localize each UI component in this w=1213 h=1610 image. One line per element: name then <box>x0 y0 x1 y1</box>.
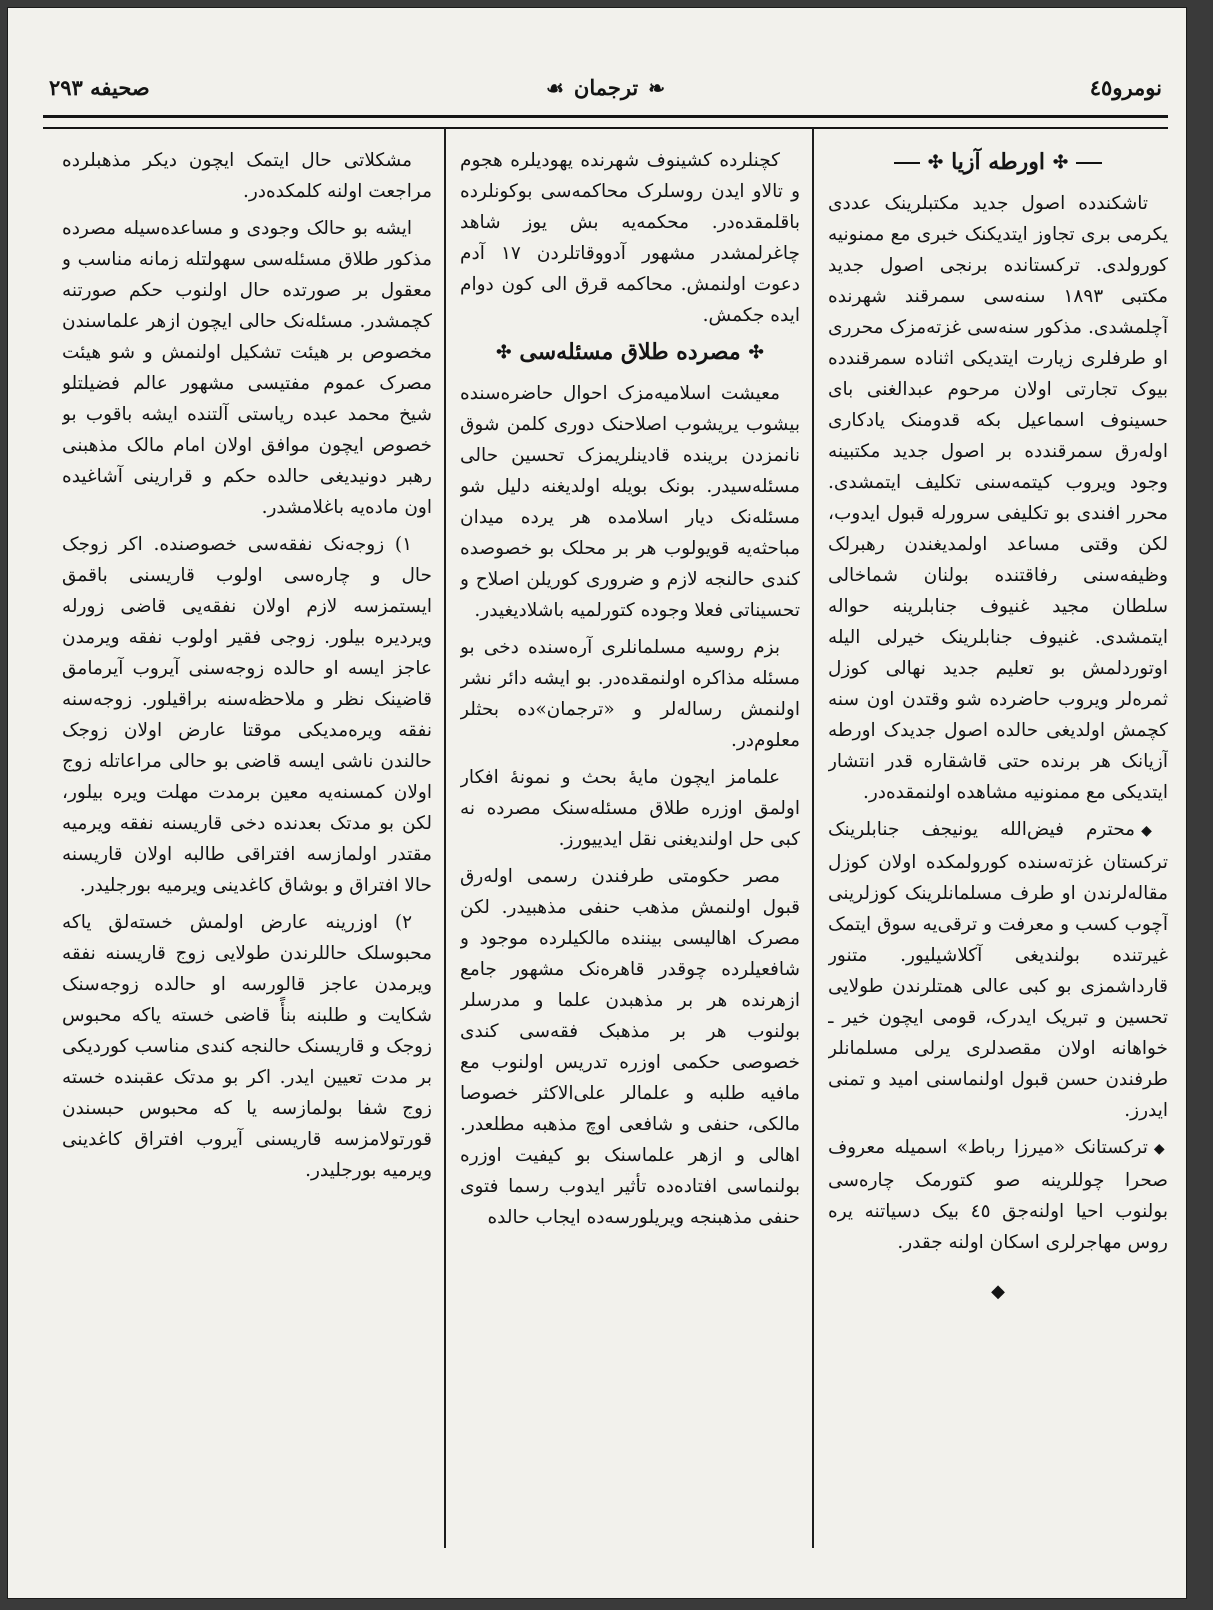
column-divider <box>444 128 446 1548</box>
article-paragraph: بزم روسیه مسلمانلری آره‌سنده دخی بو مسئله مذاکره اولنمقده‌در. بو ایشه دائر نشر اولنمش رساله‌لر و «ترجمان»ده بحثلر معلوم‌در. <box>460 637 800 751</box>
newspaper-title <box>546 75 665 100</box>
masthead <box>43 63 1168 118</box>
page-number: صحیفه ٢٩٣ <box>49 75 150 100</box>
news-item <box>828 1132 1168 1258</box>
diamond-bullet-icon: ◆ <box>1141 823 1168 839</box>
section-heading <box>460 337 800 368</box>
issue-number: نومرو٤٥ <box>1089 75 1162 100</box>
ornament-icon: ✣ <box>748 342 764 363</box>
news-item <box>828 814 1168 1126</box>
article-paragraph: ایشه بو حالک وجودی و مساعده‌سیله مصرده مذکور طلاق مسئله‌سی سهولتله زمانه مناسب و معقول بر صورتده حال اولنوب حکم صورتنه کچمشدر. مسئله‌نک حالی ایچون ازهر علماسندن مخصوص بر هیئت تشکیل اولنمش و شو هیئت مصرک عموم مفتیسی مشهور عالم فضیلتلو شیخ محمد عبده ریاستی آلتنده ایشه باقوب بو خصوص ایچون موافق اولان امام مالک مذهبنی رهبر دونیدیغی حالده حکم و قرارینی آشاغیده اون ماده‌یه باغلامشدر. <box>62 218 432 518</box>
news-item-text: ترکستانک «میرزا رباط» اسمیله معروف صحرا چوللرینه صو کتورمک چاره‌سی بولنوب احیا اولنه‌جق ٤٥ بیک دسیاتنه یره روس مهاجرلری اسکان اولنه جقدر. <box>828 1137 1168 1253</box>
floral-ornament-icon: ☙ <box>545 75 564 100</box>
ornament-icon: ✣ <box>496 342 512 363</box>
ornament-icon: ✣ <box>1052 152 1069 173</box>
diamond-bullet-icon: ◆ <box>1153 1141 1168 1157</box>
article-paragraph: علمامز ایچون مایهٔ بحث و نمونهٔ افکار اولمق اوزره طلاق مسئله‌سنک مصرده نه کبی حل اولندیغنی نقل ایدییورز. <box>460 767 800 850</box>
header-rule <box>43 127 1168 129</box>
article-paragraph: کچنلرده کشینوف شهرنده یهودیلره هجوم و تالاو ایدن روسلرک محاکمه‌سی بوکونلرده باقلمقده‌در. محکمه‌یه بش یوز شاهد چاغرلمشدر مشهور آدووقاتلردن ١٧ آدم دعوت اولنمش. محاکمه قرق الی کون دوام ایده جکمش. <box>460 150 800 326</box>
article-paragraph: معیشت اسلامیه‌مزک احوال حاضره‌سنده بیشوب یریشوب اصلاحنک دوری کلمن شوق نانمزدن برینده قادینلریمزک تحسین حالی مسئله‌سیدر. بونک بویله اولدیغنه دلیل شو مسئله‌نک دیار اسلامده هر یرده میدان مباحثه‌یه قویولوب هر بر محلک بو خصوصده کندی حالنجه لازم و ضروری کوریلن اصلاح و تحسیناتی فعلا وجوده کتورلمیه باشلادیغیدر. <box>460 383 800 621</box>
column-middle <box>460 145 800 1545</box>
newspaper-name: ترجمان <box>573 75 639 100</box>
section-heading <box>828 147 1168 178</box>
end-ornament-icon: ◆ <box>991 1281 1005 1302</box>
column-left <box>62 145 432 1545</box>
heading-rule <box>894 162 920 164</box>
heading-text: مصرده طلاق مسئله‌سی <box>519 339 741 365</box>
heading-rule <box>1076 162 1102 164</box>
ornament-icon: ✣ <box>927 152 944 173</box>
news-item-text: محترم فیض‌الله یونیجف جنابلرینک ترکستان غزته‌سنده کورولمکده اولان کوزل مقاله‌لرندن او طرف مسلمانلرینک کوزلرینی آچوب کسب و معرفت و ترقی‌یه سوق ایتمک غیرتنده بولندیغی آکلاشیلیور. متنور قارداشمزی بو کبی عالی همتلرندن طولایی تحسین و تبریک ایدرک، قومی ایچون خیر ـ خواهانه اولان مقصدلری یرلی مسلمانلر طرفندن حسن قبول اولنماسنی امید و تمنی ایدرز. <box>828 819 1168 1121</box>
article-paragraph: مصر حکومتی طرفندن رسمی اوله‌رق قبول اولنمش مذهب حنفی مذهبیدر. لکن مصرک اهالیسی بیننده مالکیلرده موجود و شافعیلرده چوقدر قاهره‌نک مشهور جامع ازهرنده هر بر مذهبدن علما و مدرسلر بولنوب هر بر مذهبک فقه‌سی کندی خصوصی حکمی اوزره تدریس اولنوب مع مافیه طلبه و علمالر علی‌الاکثر خصوصا مالکی، حنفی و شافعی اوچ مذهبه مطلعدر. اهالی و ازهر علماسنک بو کیفیت اوزره بولنماسی افتاده‌ده تأثیر ایدوب رسما فتوی حنفی مذهبنجه ویریلورسه‌ده ایجاب حالده <box>460 866 800 1228</box>
heading-text: اورطه آزیا <box>951 149 1045 175</box>
newspaper-page <box>8 8 1186 1598</box>
column-divider <box>812 128 814 1548</box>
article-paragraph: ٢) اوزرینه عارض اولمش خسته‌لق یاکه محبوسلک حاللرندن طولایی زوج قاریسنه نفقه ویرمدن عاجز قالورسه او حالده زوجه‌سنک شکایت و طلبنه بنأً قاضی خسته یاکه محبوس زوجک و قاریسنک حالنجه کندی مناسب کوردیکی بر مدت تعیین ایدر. اکر بو مدتک عقبنده خسته زوج شفا بولمازسه یا که محبوس حبسندن قورتولامزسه قاریسنی آیروب افتراق کاغدینی ویرمیه بورجلیدر. <box>62 912 432 1181</box>
article-paragraph: تاشکندده اصول جدید مکتبلرینک عددی یکرمی بری تجاوز ایتدیکنک خبری مع ممنونیه کورولدی. ترکستانده برنجی اصول جدید مکتبی ١٨٩٣ سنه‌سی سمرقند شهرنده آچلمشدی. مذکور سنه‌سی غزته‌مزک محرری او طرفلری زیارت ایتدیکی اثناده سمرقندده بیوک تجارتی اولان مرحوم عبدالغنی بای حسینوف اسماعیل بکه قدومنک یادکاری اوله‌رق سمرقندده بر اصول جدید مکتبینه وجود ویروب کیتمه‌سنی تکلیف ایتمشدی. محرر افندی بو تکلیفی سرورله قبول ایدوب، لکن وقتی مساعد اولمدیغندن رهبرلک وظیفه‌سنی رفاقتنده بولنان شماخالی سلطان مجید غنیوف جنابلرینه حواله ایتمشدی. غنیوف جنابلرینک خیرلی الیله اوتوردلمش بو تعلیم جدید نهالی کوزل ثمره‌لر ویروب حاضرده شو وقتدن اون سنه کچمش اولدیغی حالده اصول جدیدک اورطه آزیانک هر برنده حتی قاشقاره قدر انتشار ایتدیکی مع ممنونیه مشاهده اولنمقده‌در. <box>828 193 1168 803</box>
article-paragraph: مشکلاتی حال ایتمک ایچون دیکر مذهبلرده مراجعت اولنه کلمکده‌در. <box>62 150 432 202</box>
column-right <box>828 145 1168 1545</box>
page-sheet <box>43 63 1168 1553</box>
floral-ornament-icon: ❧ <box>648 75 666 100</box>
article-paragraph: ١) زوجه‌نک نفقه‌سی خصوصنده. اکر زوجک حال و چاره‌سی اولوب قاریسنی باقمق ایستمزسه لازم اولان نفقه‌یی قاضی زورله ویردیره بیلور. زوجی فقیر اولوب نفقه ویرمدن عاجز ایسه او حالده زوجه‌سنی آیروب آیرمامق قاضینک نظر و ملاحظه‌سنه براقیلور. زوجه‌سنه نفقه ویره‌مدیکی موقتا عارض اولان زوجک حالندن ناشی ایسه قاضی بو حالی مراعاتله زوج اولان کمسنه‌یه معین برمدت مهلت ویره بیلور، لکن بو مدتک بعدنده دخی قاریسنه نفقه ویرمیه مقتدر اولمازسه افتراقی طالبه اولان قاریسنه حالا افتراق و بوشاق کاغدینی ویرمیه بورجلیدر. <box>62 534 432 896</box>
